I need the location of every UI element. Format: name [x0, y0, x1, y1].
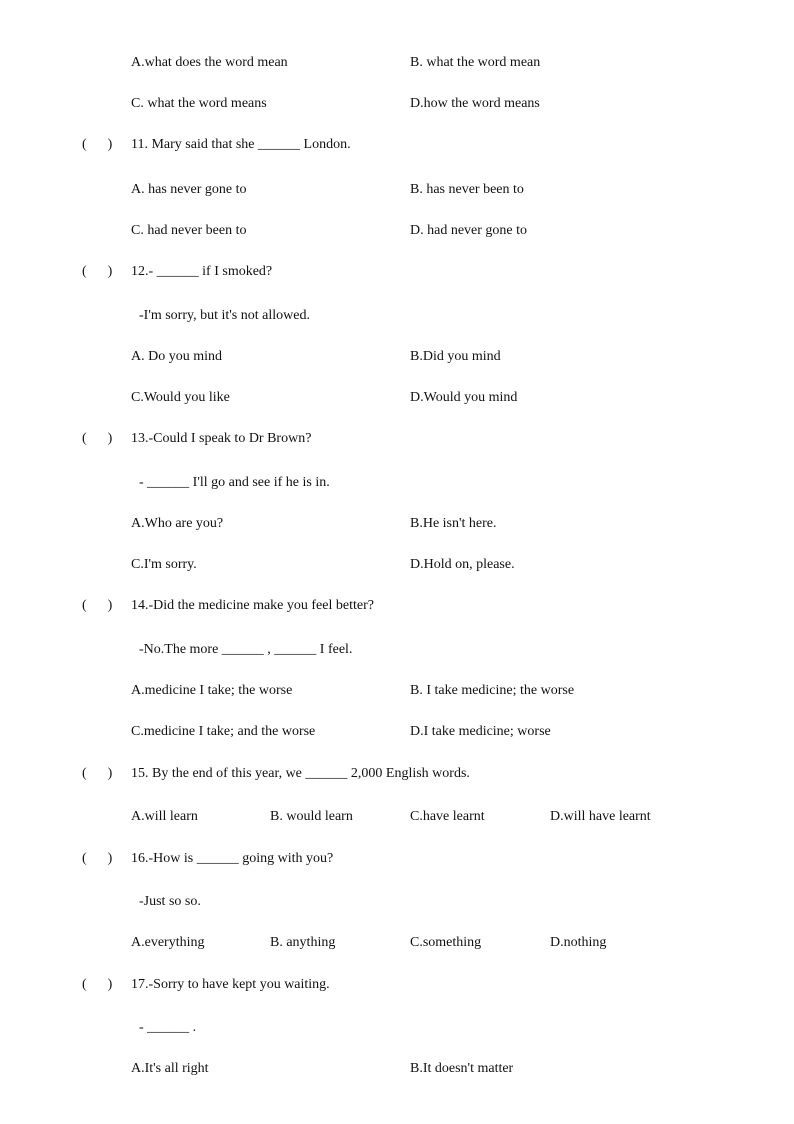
q13-option-c: C.I'm sorry.: [131, 557, 197, 572]
q11-option-c: C. had never been to: [131, 223, 247, 238]
q12-reply: -I'm sorry, but it's not allowed.: [139, 308, 310, 323]
q17-stem: 17.-Sorry to have kept you waiting.: [131, 977, 330, 992]
q13-option-d: D.Hold on, please.: [410, 557, 515, 572]
q10-option-c: C. what the word means: [131, 96, 267, 111]
q12-option-b: B.Did you mind: [410, 349, 501, 364]
q15-option-d: D.will have learnt: [550, 809, 651, 824]
q17-reply: - ______ .: [139, 1020, 197, 1035]
q10-option-a: A.what does the word mean: [131, 55, 288, 70]
q12-option-d: D.Would you mind: [410, 390, 518, 405]
q14-stem: 14.-Did the medicine make you feel better?: [131, 598, 374, 613]
q11-option-b: B. has never been to: [410, 182, 524, 197]
q15-stem: 15. By the end of this year, we ______ 2,000 English words.: [131, 766, 470, 781]
q16-option-a: A.everything: [131, 935, 205, 950]
q12-answer-blank: ( ): [82, 264, 113, 279]
q14-option-d: D.I take medicine; worse: [410, 724, 551, 739]
q17-option-b: B.It doesn't matter: [410, 1061, 514, 1076]
q15-answer-blank: ( ): [82, 766, 113, 781]
q16-reply: -Just so so.: [139, 894, 201, 909]
q14-option-c: C.medicine I take; and the worse: [131, 724, 316, 739]
q17-option-a: A.It's all right: [131, 1061, 209, 1076]
q11-stem: 11. Mary said that she ______ London.: [131, 137, 351, 152]
q14-option-b: B. I take medicine; the worse: [410, 683, 575, 698]
q15-option-c: C.have learnt: [410, 809, 485, 824]
q16-option-b: B. anything: [270, 935, 336, 950]
q13-reply: - ______ I'll go and see if he is in.: [139, 475, 330, 490]
q16-option-c: C.something: [410, 935, 482, 950]
q14-option-a: A.medicine I take; the worse: [131, 683, 293, 698]
q15-option-a: A.will learn: [131, 809, 198, 824]
q11-option-a: A. has never gone to: [131, 182, 247, 197]
q16-answer-blank: ( ): [82, 851, 113, 866]
q12-stem: 12.- ______ if I smoked?: [131, 264, 273, 279]
q12-option-c: C.Would you like: [131, 390, 230, 405]
q10-option-b: B. what the word mean: [410, 55, 541, 70]
q13-option-b: B.He isn't here.: [410, 516, 497, 531]
q11-answer-blank: ( ): [82, 137, 113, 152]
q10-option-d: D.how the word means: [410, 96, 540, 111]
q14-reply: -No.The more ______ , ______ I feel.: [139, 642, 353, 657]
q14-answer-blank: ( ): [82, 598, 113, 613]
q11-option-d: D. had never gone to: [410, 223, 528, 238]
q13-option-a: A.Who are you?: [131, 516, 224, 531]
q16-stem: 16.-How is ______ going with you?: [131, 851, 334, 866]
q17-answer-blank: ( ): [82, 977, 113, 992]
q16-option-d: D.nothing: [550, 935, 607, 950]
q12-option-a: A. Do you mind: [131, 349, 222, 364]
q13-stem: 13.-Could I speak to Dr Brown?: [131, 431, 312, 446]
q15-option-b: B. would learn: [270, 809, 353, 824]
q13-answer-blank: ( ): [82, 431, 113, 446]
